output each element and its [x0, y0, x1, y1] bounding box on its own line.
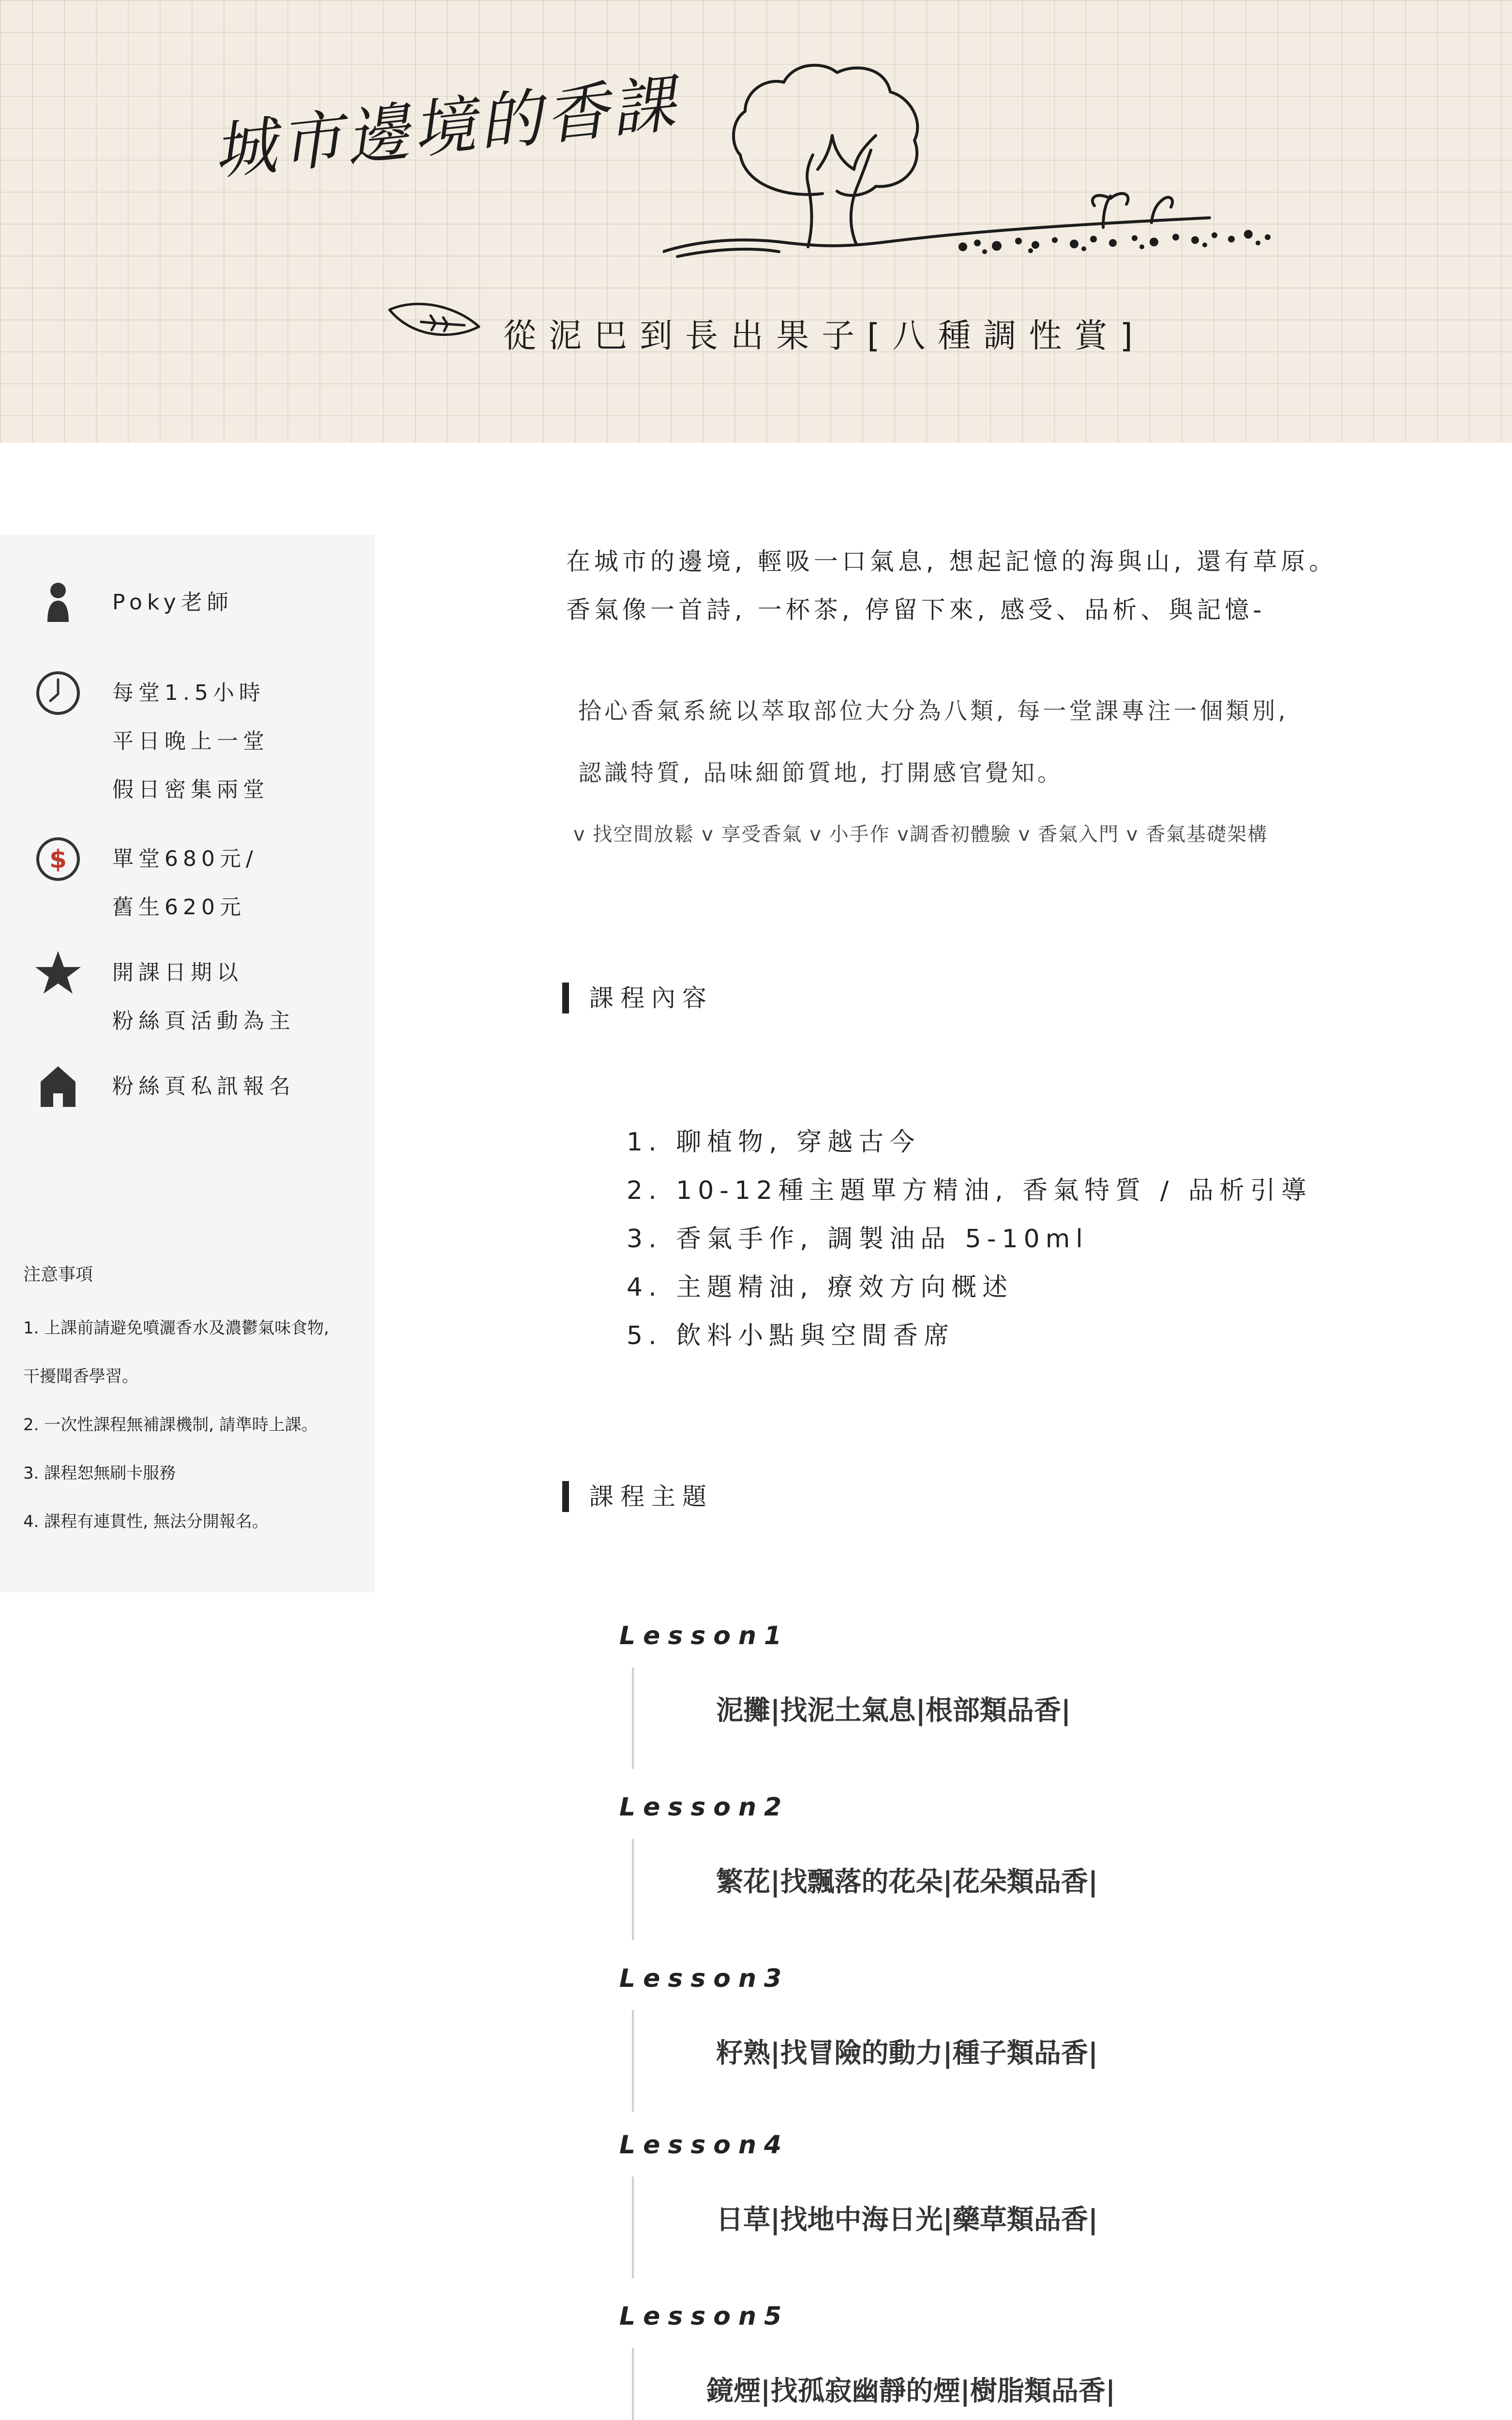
price-line-1: 單堂680元/: [112, 847, 258, 871]
time-line-1: 每堂1.5小時: [112, 681, 265, 705]
intro-paragraph: [566, 537, 1337, 634]
lesson-description: 泥攤|找泥土氣息|根部類品香|: [716, 1695, 1071, 1726]
system-line: 認識特質, 品味細節質地, 打開感官覺知。: [578, 759, 1064, 786]
list-item: 5. 飲料小點與空間香席: [627, 1321, 955, 1350]
dates-line-2: 粉絲頁活動為主: [112, 1009, 295, 1033]
price-line-2: 舊生620元: [112, 895, 246, 920]
lesson-label: Lesson5: [619, 2302, 790, 2331]
lesson-description: 籽熟|找冒險的動力|種子類品香|: [716, 2038, 1098, 2069]
note-line: 2. 一次性課程無補課機制, 請準時上課。: [23, 1415, 318, 1435]
dates-line-1: 開課日期以: [112, 960, 243, 985]
header-banner: [0, 0, 1512, 443]
intro-line: 在城市的邊境, 輕吸一口氣息, 想起記憶的海與山, 還有草原。: [566, 547, 1337, 575]
list-item: 3. 香氣手作, 調製油品 5-10ml: [627, 1225, 1089, 1254]
star-icon: [34, 949, 82, 997]
person-icon: [34, 578, 82, 627]
teacher-text: Poky老師: [112, 590, 233, 615]
section-marker: [562, 983, 569, 1013]
notes-section: [23, 1261, 372, 1546]
lesson-divider: [632, 2177, 634, 2278]
leaf-icon: [387, 300, 484, 344]
section-title: 課程主題: [589, 1482, 713, 1511]
notes-title: 注意事項: [23, 1265, 93, 1285]
signup-text: 粉絲頁私訊報名: [112, 1074, 295, 1099]
course-content-list: [627, 1118, 1312, 1360]
intro-line: 香氣像一首詩, 一杯茶, 停留下來, 感受、品析、與記憶-: [566, 596, 1266, 624]
lesson-divider: [632, 1839, 634, 1940]
section-marker: [562, 1481, 569, 1512]
lesson-divider: [632, 2348, 634, 2420]
lesson-label: Lesson1: [619, 1621, 790, 1650]
time-line-2: 平日晚上一堂: [112, 729, 269, 754]
home-icon: [34, 1062, 82, 1111]
section-title: 課程內容: [589, 984, 713, 1012]
handwritten-title: 城市邊境的香課: [210, 66, 682, 189]
dollar-icon: [34, 835, 82, 883]
tree-illustration-icon: [663, 53, 1292, 266]
system-line: 拾心香氣系統以萃取部位大分為八類, 每一堂課專注一個類別,: [578, 697, 1288, 725]
lesson-label: Lesson2: [619, 1793, 790, 1822]
list-item: 4. 主題精油, 療效方向概述: [627, 1273, 1014, 1302]
note-line: 1. 上課前請避免噴灑香水及濃鬱氣味食物,: [23, 1318, 329, 1338]
list-item: 2. 10-12種主題單方精油, 香氣特質 / 品析引導: [627, 1176, 1312, 1205]
lesson-divider: [632, 2010, 634, 2112]
lesson-divider: [632, 1667, 634, 1769]
lesson-description: 鏡煙|找孤寂幽靜的煙|樹脂類品香|: [706, 2375, 1116, 2407]
lesson-description: 日草|找地中海日光|藥草類品香|: [716, 2204, 1098, 2236]
subtitle: 從泥巴到長出果子[八種調性賞]: [503, 317, 1146, 355]
lesson-description: 繁花|找飄落的花朵|花朵類品香|: [716, 1866, 1098, 1898]
note-line: 4. 課程有連貫性, 無法分開報名。: [23, 1512, 269, 1531]
clock-icon: [34, 669, 82, 717]
lesson-label: Lesson4: [619, 2131, 790, 2160]
note-line: 干擾聞香學習。: [23, 1367, 138, 1386]
lesson-label: Lesson3: [619, 1964, 790, 1993]
time-line-3: 假日密集兩堂: [112, 777, 269, 802]
note-line: 3. 課程恕無刷卡服務: [23, 1464, 176, 1483]
sidebar-info-panel: [0, 535, 375, 1592]
list-item: 1. 聊植物, 穿越古今: [627, 1128, 921, 1157]
system-paragraph: [578, 680, 1288, 804]
feature-tags: v 找空間放鬆 v 享受香氣 v 小手作 v調香初體驗 v 香氣入門 v 香氣基礎架構: [573, 823, 1268, 846]
svg-text:$: $: [49, 845, 67, 874]
